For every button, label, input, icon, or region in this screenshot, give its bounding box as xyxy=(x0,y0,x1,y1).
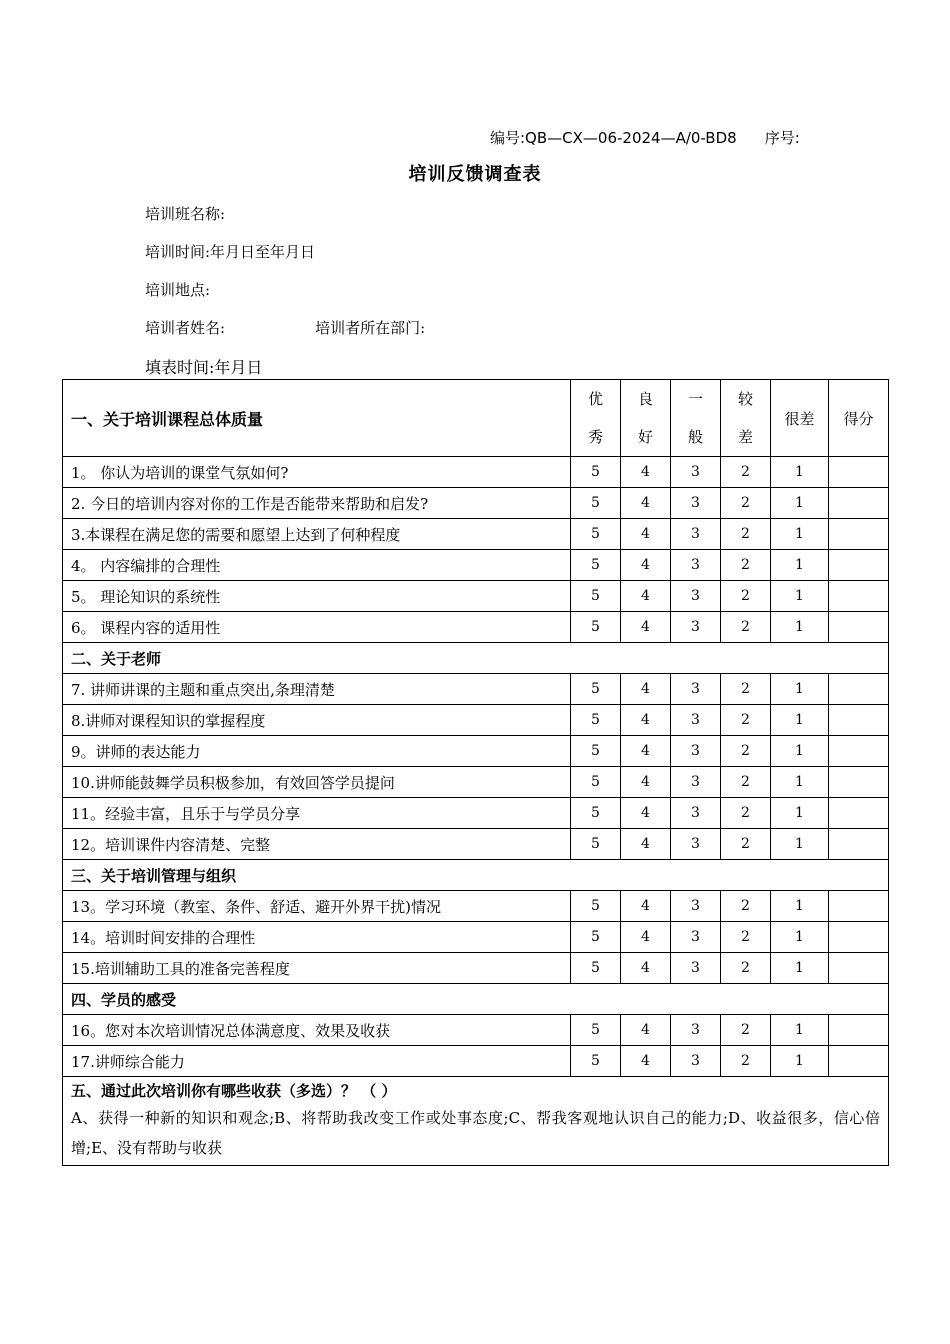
question-text: 12。培训课件内容清楚、完整 xyxy=(63,829,571,860)
score-cell xyxy=(829,891,889,922)
question-text: 14。培训时间安排的合理性 xyxy=(63,922,571,953)
rating-value-5: 5 xyxy=(571,953,621,984)
section-heading: 二、关于老师 xyxy=(63,643,889,674)
rating-value-1: 1 xyxy=(771,953,829,984)
fill-time-field: 填表时间:年月日 xyxy=(145,358,263,377)
document-number: 编号:QB—CX—06-2024—A/0-BD8 xyxy=(490,129,737,147)
trainee-line xyxy=(145,317,425,338)
rating-value-3: 3 xyxy=(671,798,721,829)
question-text: 16。您对本次培训情况总体满意度、效果及收获 xyxy=(63,1015,571,1046)
rating-value-3: 3 xyxy=(671,922,721,953)
rating-value-1: 1 xyxy=(771,736,829,767)
rating-value-1: 1 xyxy=(771,550,829,581)
rating-value-1: 1 xyxy=(771,705,829,736)
rating-value-1: 1 xyxy=(771,922,829,953)
rating-value-5: 5 xyxy=(571,1015,621,1046)
rating-value-5: 5 xyxy=(571,488,621,519)
rating-value-3: 3 xyxy=(671,767,721,798)
document-number-line xyxy=(490,127,800,148)
rating-value-3: 3 xyxy=(671,581,721,612)
score-cell xyxy=(829,1015,889,1046)
question-row xyxy=(63,1015,889,1046)
question-row xyxy=(63,705,889,736)
question-row xyxy=(63,519,889,550)
score-cell xyxy=(829,612,889,643)
question-text: 6。 课程内容的适用性 xyxy=(63,612,571,643)
score-cell xyxy=(829,922,889,953)
rating-value-2: 2 xyxy=(721,1015,771,1046)
score-cell xyxy=(829,705,889,736)
section-row xyxy=(63,643,889,674)
rating-value-5: 5 xyxy=(571,798,621,829)
score-header: 得分 xyxy=(829,380,889,457)
rating-value-1: 1 xyxy=(771,488,829,519)
rating-value-5: 5 xyxy=(571,705,621,736)
feedback-table xyxy=(62,379,889,1166)
rating-value-4: 4 xyxy=(621,457,671,488)
score-cell xyxy=(829,953,889,984)
section-row xyxy=(63,984,889,1015)
rating-value-3: 3 xyxy=(671,457,721,488)
question-row xyxy=(63,736,889,767)
class-name-field: 培训班名称: xyxy=(145,205,226,223)
rating-value-1: 1 xyxy=(771,519,829,550)
rating-value-3: 3 xyxy=(671,488,721,519)
rating-value-4: 4 xyxy=(621,767,671,798)
section-heading: 三、关于培训管理与组织 xyxy=(63,860,889,891)
rating-value-3: 3 xyxy=(671,705,721,736)
section-heading: 四、学员的感受 xyxy=(63,984,889,1015)
score-cell xyxy=(829,519,889,550)
option-d: D、收益很多，信心倍增; xyxy=(71,1109,880,1157)
question-text: 4。 内容编排的合理性 xyxy=(63,550,571,581)
rating-value-4: 4 xyxy=(621,1046,671,1077)
rating-value-2: 2 xyxy=(721,736,771,767)
question-text: 2. 今日的培训内容对你的工作是否能带来帮助和启发? xyxy=(63,488,571,519)
rating-value-5: 5 xyxy=(571,457,621,488)
rating-value-3: 3 xyxy=(671,612,721,643)
rating-value-5: 5 xyxy=(571,612,621,643)
question-text: 10.讲师能鼓舞学员积极参加，有效回答学员提问 xyxy=(63,767,571,798)
question-row xyxy=(63,798,889,829)
rating-value-3: 3 xyxy=(671,1015,721,1046)
rating-value-4: 4 xyxy=(621,891,671,922)
rating-value-4: 4 xyxy=(621,519,671,550)
question-row xyxy=(63,953,889,984)
rating-value-4: 4 xyxy=(621,1015,671,1046)
rating-value-4: 4 xyxy=(621,922,671,953)
section-row xyxy=(63,860,889,891)
sequence-label: 序号: xyxy=(764,129,800,147)
score-cell xyxy=(829,550,889,581)
rating-value-1: 1 xyxy=(771,457,829,488)
section-heading: 五、通过此次培训你有哪些收获（多选）？ （ ） xyxy=(71,1082,397,1100)
score-cell xyxy=(829,829,889,860)
rating-value-2: 2 xyxy=(721,829,771,860)
section-heading: 一、关于培训课程总体质量 xyxy=(63,380,571,457)
question-row xyxy=(63,581,889,612)
rating-value-3: 3 xyxy=(671,519,721,550)
rating-value-2: 2 xyxy=(721,798,771,829)
rating-value-5: 5 xyxy=(571,922,621,953)
rating-value-3: 3 xyxy=(671,953,721,984)
table-header-row xyxy=(63,380,889,457)
rating-value-1: 1 xyxy=(771,612,829,643)
rating-value-4: 4 xyxy=(621,550,671,581)
question-text: 8.讲师对课程知识的掌握程度 xyxy=(63,705,571,736)
question-text: 1。 你认为培训的课堂气氛如何? xyxy=(63,457,571,488)
score-cell xyxy=(829,798,889,829)
score-cell xyxy=(829,488,889,519)
score-cell xyxy=(829,457,889,488)
section-row xyxy=(63,1077,889,1166)
rating-value-5: 5 xyxy=(571,519,621,550)
rating-value-4: 4 xyxy=(621,612,671,643)
option-e: E、没有帮助与收获 xyxy=(91,1139,223,1157)
rating-value-5: 5 xyxy=(571,550,621,581)
question-text: 7. 讲师讲课的主题和重点突出,条理清楚 xyxy=(63,674,571,705)
rating-value-4: 4 xyxy=(621,674,671,705)
question-row xyxy=(63,891,889,922)
question-text: 13。学习环境（教室、条件、舒适、避开外界干扰)情况 xyxy=(63,891,571,922)
question-row xyxy=(63,674,889,705)
page-title: 培训反馈调查表 xyxy=(408,164,542,185)
rating-value-2: 2 xyxy=(721,519,771,550)
rating-value-2: 2 xyxy=(721,550,771,581)
rating-header-average: 一 般 xyxy=(671,380,721,457)
rating-value-5: 5 xyxy=(571,1046,621,1077)
rating-header-poor: 较 差 xyxy=(721,380,771,457)
rating-value-2: 2 xyxy=(721,922,771,953)
score-cell xyxy=(829,1046,889,1077)
question-row xyxy=(63,550,889,581)
question-row xyxy=(63,767,889,798)
gains-question-cell xyxy=(63,1077,889,1166)
question-row xyxy=(63,1046,889,1077)
question-row xyxy=(63,612,889,643)
rating-value-2: 2 xyxy=(721,1046,771,1077)
question-row xyxy=(63,922,889,953)
rating-value-2: 2 xyxy=(721,705,771,736)
rating-value-1: 1 xyxy=(771,829,829,860)
question-row xyxy=(63,829,889,860)
rating-value-5: 5 xyxy=(571,891,621,922)
rating-value-3: 3 xyxy=(671,829,721,860)
rating-value-1: 1 xyxy=(771,581,829,612)
rating-value-1: 1 xyxy=(771,1046,829,1077)
rating-value-4: 4 xyxy=(621,736,671,767)
question-text: 17.讲师综合能力 xyxy=(63,1046,571,1077)
rating-value-4: 4 xyxy=(621,829,671,860)
rating-value-5: 5 xyxy=(571,581,621,612)
rating-value-2: 2 xyxy=(721,488,771,519)
rating-value-4: 4 xyxy=(621,953,671,984)
question-text: 11。经验丰富，且乐于与学员分享 xyxy=(63,798,571,829)
option-c: C、帮我客观地认识自己的能力; xyxy=(508,1109,728,1127)
score-cell xyxy=(829,767,889,798)
rating-value-4: 4 xyxy=(621,705,671,736)
question-row xyxy=(63,488,889,519)
rating-value-1: 1 xyxy=(771,767,829,798)
rating-value-2: 2 xyxy=(721,612,771,643)
question-text: 9。讲师的表达能力 xyxy=(63,736,571,767)
question-text: 3.本课程在满足您的需要和愿望上达到了何种程度 xyxy=(63,519,571,550)
trainee-name-field: 培训者姓名: xyxy=(145,319,226,337)
option-a: A、获得一种新的知识和观念; xyxy=(71,1109,275,1127)
trainee-department-field: 培训者所在部门: xyxy=(315,319,426,337)
rating-value-4: 4 xyxy=(621,488,671,519)
question-text: 5。 理论知识的系统性 xyxy=(63,581,571,612)
rating-value-2: 2 xyxy=(721,581,771,612)
rating-value-2: 2 xyxy=(721,891,771,922)
rating-header-very-poor: 很差 xyxy=(771,380,829,457)
rating-value-1: 1 xyxy=(771,891,829,922)
score-cell xyxy=(829,674,889,705)
rating-value-3: 3 xyxy=(671,1046,721,1077)
rating-value-5: 5 xyxy=(571,829,621,860)
rating-value-3: 3 xyxy=(671,891,721,922)
training-place-field: 培训地点: xyxy=(145,281,211,299)
option-b: B、将帮助我改变工作或处事态度; xyxy=(274,1109,509,1127)
rating-value-3: 3 xyxy=(671,736,721,767)
rating-value-1: 1 xyxy=(771,1015,829,1046)
question-text: 15.培训辅助工具的准备完善程度 xyxy=(63,953,571,984)
rating-value-4: 4 xyxy=(621,798,671,829)
rating-value-2: 2 xyxy=(721,767,771,798)
rating-value-2: 2 xyxy=(721,457,771,488)
rating-value-1: 1 xyxy=(771,674,829,705)
rating-value-5: 5 xyxy=(571,767,621,798)
rating-value-5: 5 xyxy=(571,674,621,705)
score-cell xyxy=(829,736,889,767)
question-row xyxy=(63,457,889,488)
training-time-field: 培训时间:年月日至年月日 xyxy=(145,243,316,261)
rating-value-1: 1 xyxy=(771,798,829,829)
score-cell xyxy=(829,581,889,612)
rating-value-5: 5 xyxy=(571,736,621,767)
rating-value-3: 3 xyxy=(671,674,721,705)
rating-value-2: 2 xyxy=(721,953,771,984)
rating-value-3: 3 xyxy=(671,550,721,581)
rating-header-good: 良 好 xyxy=(621,380,671,457)
rating-value-4: 4 xyxy=(621,581,671,612)
rating-value-2: 2 xyxy=(721,674,771,705)
gains-options xyxy=(63,1103,888,1165)
rating-header-excellent: 优 秀 xyxy=(571,380,621,457)
